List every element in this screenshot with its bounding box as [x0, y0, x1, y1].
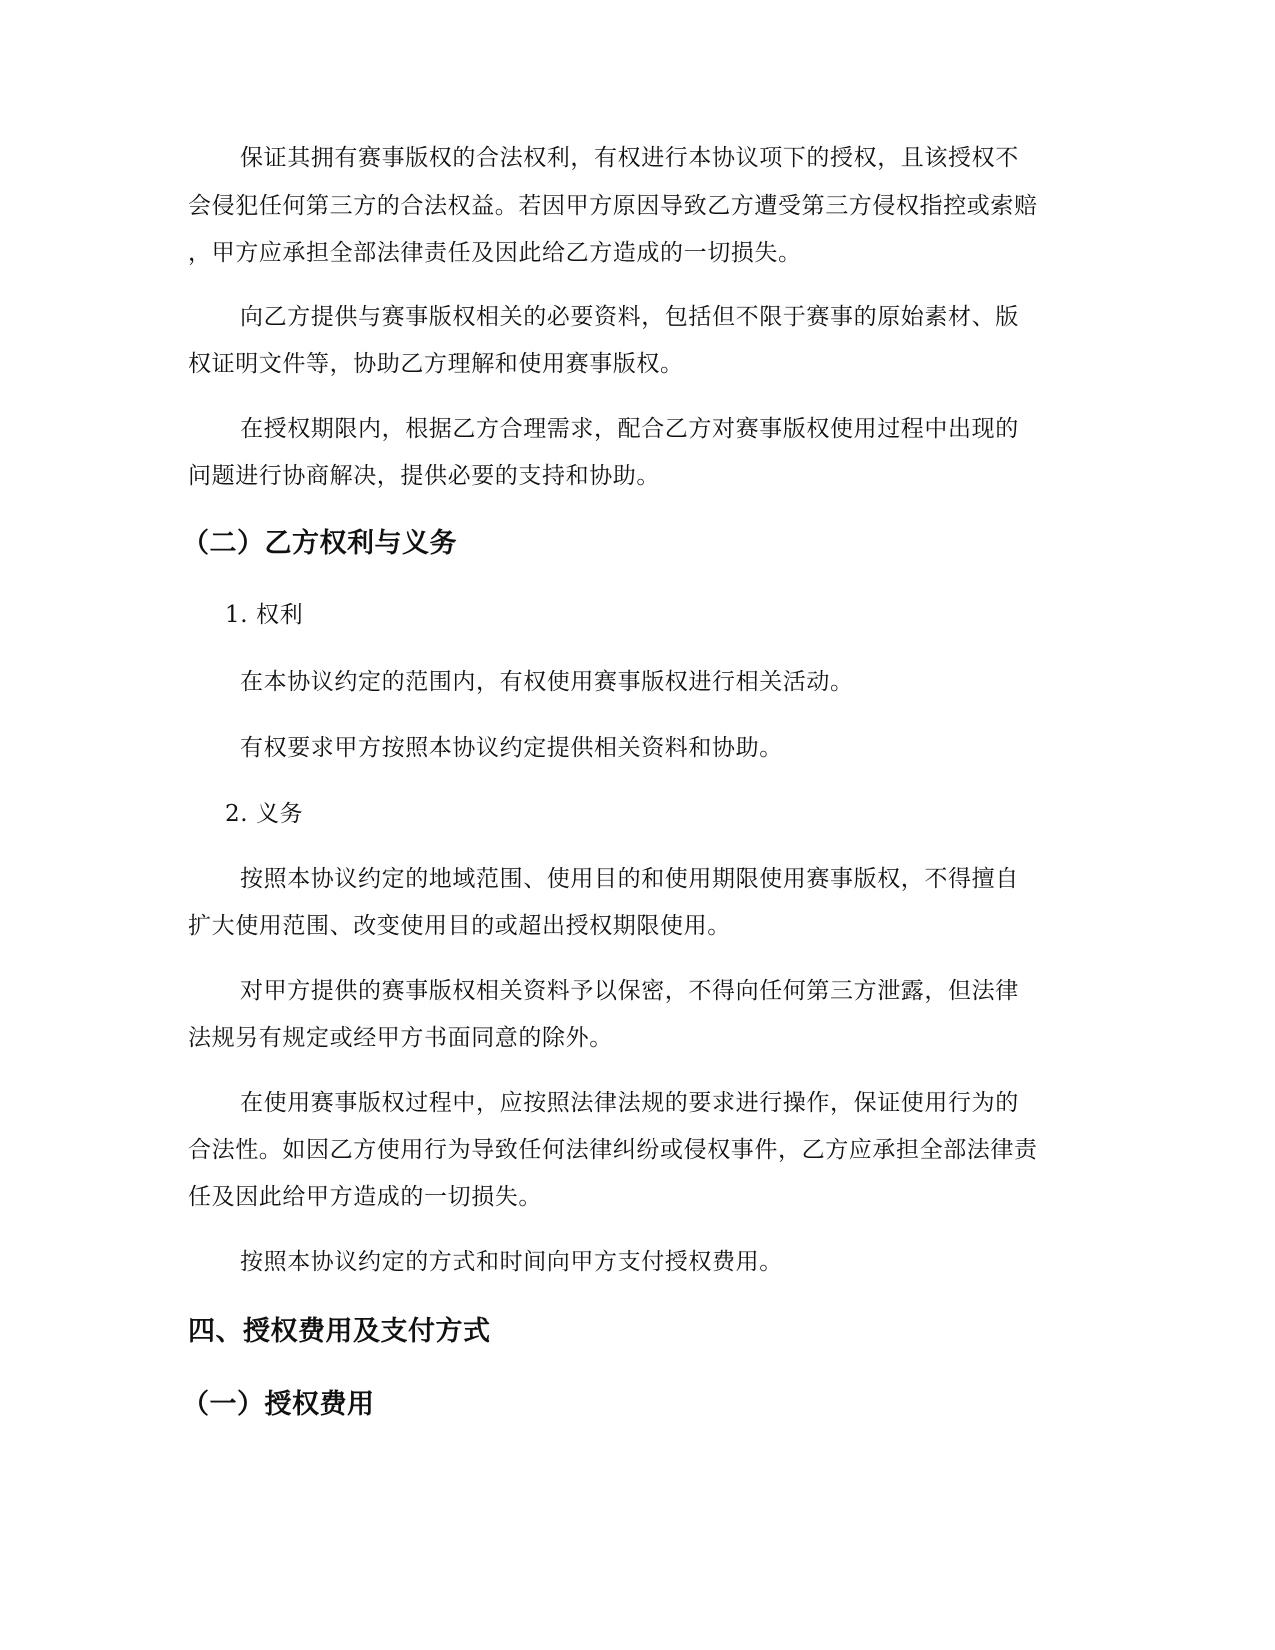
paragraph-line: 保证其拥有赛事版权的合法权利，有权进行本协议项下的授权，且该授权不: [240, 145, 1019, 171]
paragraph-line: ，甲方应承担全部法律责任及因此给乙方造成的一切损失。: [188, 240, 802, 266]
paragraph-line: 法规另有规定或经甲方书面同意的除外。: [188, 1025, 613, 1051]
section-heading: （二）乙方权利与义务: [182, 528, 457, 559]
list-label-duties: 2. 义务: [225, 801, 304, 827]
paragraph-line: 扩大使用范围、改变使用目的或超出授权期限使用。: [188, 913, 731, 939]
rights-item: 在本协议约定的范围内，有权使用赛事版权进行相关活动。: [240, 669, 854, 695]
section-heading: 四、授权费用及支付方式: [188, 1316, 491, 1347]
paragraph-line: 会侵犯任何第三方的合法权益。若因甲方原因导致乙方遭受第三方侵权指控或索赔: [188, 193, 1038, 219]
paragraph-line: 对甲方提供的赛事版权相关资料予以保密，不得向任何第三方泄露，但法律: [240, 978, 1019, 1004]
paragraph-line: 合法性。如因乙方使用行为导致任何法律纠纷或侵权事件，乙方应承担全部法律责: [188, 1137, 1038, 1163]
paragraph-line: 按照本协议约定的方式和时间向甲方支付授权费用。: [240, 1249, 783, 1275]
paragraph-line: 问题进行协商解决，提供必要的支持和协助。: [188, 463, 660, 489]
paragraph-line: 在授权期限内，根据乙方合理需求，配合乙方对赛事版权使用过程中出现的: [240, 416, 1019, 442]
paragraph-line: 在使用赛事版权过程中，应按照法律法规的要求进行操作，保证使用行为的: [240, 1090, 1019, 1116]
paragraph-line: 权证明文件等，协助乙方理解和使用赛事版权。: [188, 351, 684, 377]
list-label-rights: 1. 权利: [225, 602, 304, 628]
subsection-heading: （一）授权费用: [182, 1389, 375, 1420]
paragraph-line: 任及因此给甲方造成的一切损失。: [188, 1184, 542, 1210]
paragraph-line: 向乙方提供与赛事版权相关的必要资料，包括但不限于赛事的原始素材、版: [240, 304, 1019, 330]
rights-item: 有权要求甲方按照本协议约定提供相关资料和协助。: [240, 735, 783, 761]
paragraph-line: 按照本协议约定的地域范围、使用目的和使用期限使用赛事版权，不得擅自: [240, 866, 1019, 892]
